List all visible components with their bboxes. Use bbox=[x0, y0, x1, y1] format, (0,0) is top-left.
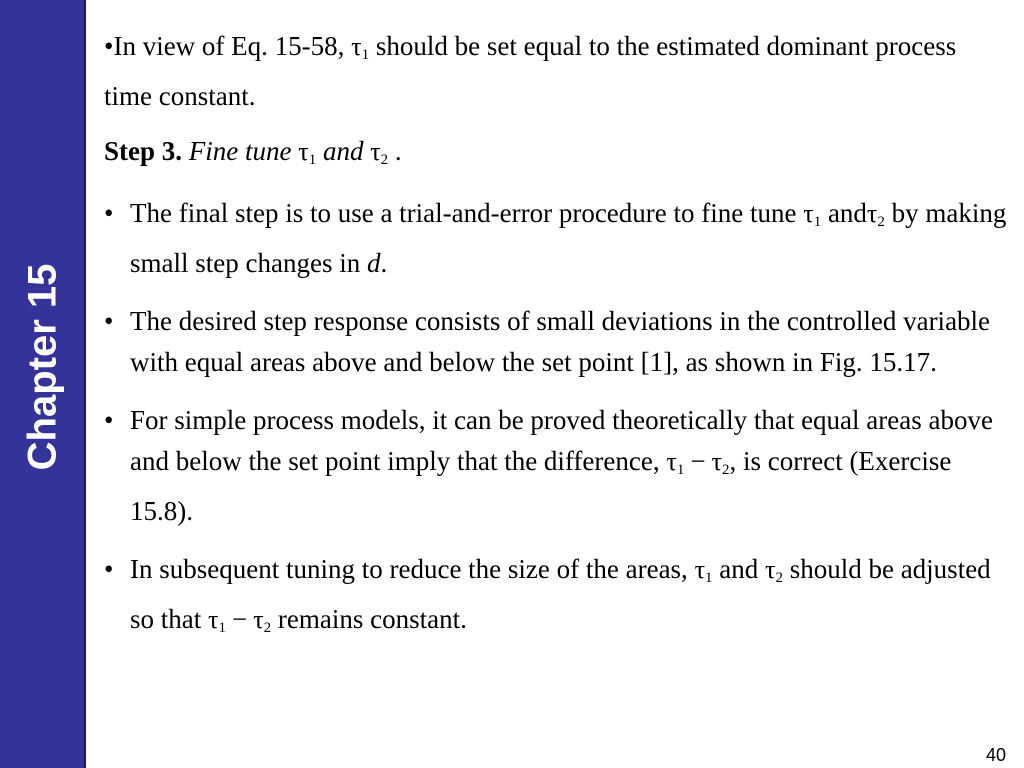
tau-subscript: 2 bbox=[380, 152, 389, 168]
intro-text-a: In view of Eq. 15-58, bbox=[113, 31, 352, 61]
tau-subscript: 2 bbox=[775, 570, 783, 586]
bullet-text: , is correct (Exercise 15.8). bbox=[130, 446, 952, 526]
tau-subscript: 1 bbox=[705, 570, 713, 586]
step-end: . bbox=[394, 136, 402, 166]
tau-symbol: τ bbox=[694, 555, 706, 584]
bullet-dot: • bbox=[104, 306, 114, 336]
tau-symbol: τ bbox=[351, 32, 362, 61]
chapter-label: Chapter 15 bbox=[20, 263, 65, 471]
tau-symbol: τ bbox=[298, 137, 309, 166]
tau-subscript: 1 bbox=[218, 620, 226, 636]
slide-content bbox=[104, 26, 1009, 666]
step-and: and bbox=[322, 136, 364, 166]
bullet-text: and bbox=[712, 554, 765, 584]
bullet-text: In subsequent tuning to reduce the size of the areas, bbox=[130, 554, 695, 584]
tau-symbol: τ bbox=[866, 199, 878, 228]
step-title: Fine tune bbox=[188, 136, 292, 166]
bullet-text: The final step is to use a trial-and-error procedure to fine tune bbox=[130, 198, 804, 228]
tau-subscript: 2 bbox=[722, 462, 730, 478]
step-label: Step 3. bbox=[104, 136, 183, 166]
bullet-text: should be adjusted so that bbox=[130, 554, 991, 634]
tau-subscript: 1 bbox=[308, 152, 317, 168]
tau-symbol: τ bbox=[803, 199, 814, 228]
bullet-item bbox=[104, 549, 1009, 649]
bullet-item bbox=[104, 400, 1009, 532]
tau-symbol: τ bbox=[666, 447, 677, 476]
bullet-dot: • bbox=[104, 405, 114, 435]
tau-symbol: τ bbox=[253, 605, 264, 634]
tau-subscript: 1 bbox=[361, 47, 370, 63]
bullet-item bbox=[104, 301, 1009, 383]
intro-paragraph bbox=[104, 26, 1009, 117]
tau-symbol: τ bbox=[711, 447, 722, 476]
minus-sign: − bbox=[231, 604, 248, 634]
step-heading bbox=[104, 131, 1009, 181]
tau-subscript: 2 bbox=[877, 214, 885, 230]
bullet-text: remains constant. bbox=[271, 604, 467, 634]
minus-sign: − bbox=[690, 446, 706, 476]
bullet-text: The desired step response consists of small deviations in the controlled variable with equal areas above and below the set point [1], as shown in Fig. 15.17. bbox=[130, 306, 991, 377]
tau-subscript: 2 bbox=[263, 620, 272, 636]
bullet-dot: • bbox=[104, 198, 114, 228]
bullet-text: and bbox=[821, 198, 867, 228]
tau-subscript: 1 bbox=[813, 214, 822, 230]
page-number: 40 bbox=[985, 745, 1006, 765]
tau-symbol: τ bbox=[208, 605, 219, 634]
intro-text-b: should be set equal to the estimated dominant process time constant. bbox=[104, 31, 957, 111]
tau-symbol: τ bbox=[370, 137, 381, 166]
tau-symbol: τ bbox=[765, 555, 776, 584]
chapter-sidebar bbox=[0, 0, 86, 768]
bullet-item bbox=[104, 193, 1009, 284]
intro-bullet: • bbox=[104, 31, 114, 61]
bullet-text: by making small step changes in bbox=[130, 198, 1007, 278]
bullet-dot: • bbox=[104, 554, 114, 584]
bullet-text: . bbox=[380, 248, 388, 278]
bullet-text: For simple process models, it can be proved theoretically that equal areas above and below the set point imply that the difference, bbox=[130, 405, 993, 476]
tau-subscript: 1 bbox=[676, 462, 685, 478]
variable-d: d bbox=[366, 248, 381, 278]
